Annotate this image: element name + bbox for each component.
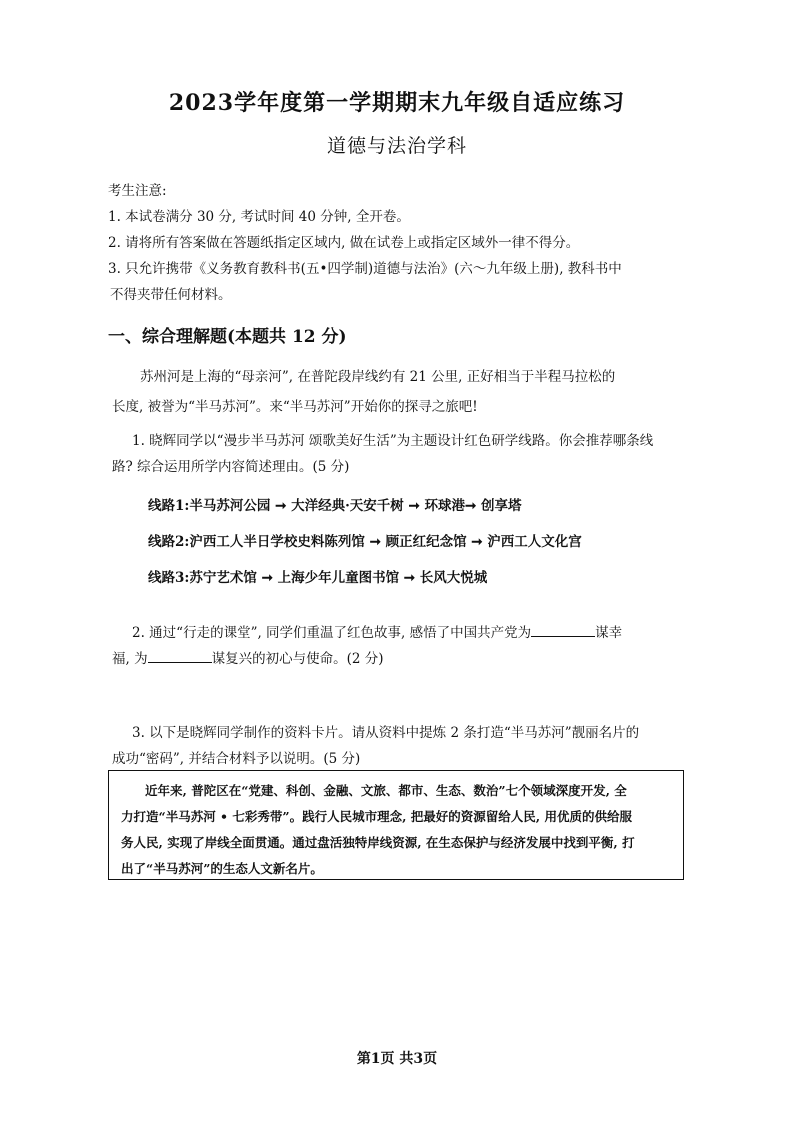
question-text-part: 谋复兴的初心与使命。(2 分)	[211, 651, 384, 667]
intro-line: 长度, 被誉为“半马苏河”。来“半马苏河”开始你的探寻之旅吧!	[112, 399, 478, 415]
notice-heading: 考生注意:	[108, 183, 167, 199]
question-3	[112, 720, 702, 772]
card-line: 务人民, 实现了岸线全面贯通。通过盘活独特岸线资源, 在生态保护与经济发展中找到平衡, 打	[121, 835, 635, 850]
material-card	[108, 770, 684, 880]
card-line: 近年来, 普陀区在“党建、科创、金融、文旅、都市、生态、数治”七个领域深度开发, 全	[145, 783, 627, 798]
question-text-part: 2. 通过“行走的课堂”, 同学们重温了红色故事, 感悟了中国共产党为	[132, 625, 532, 641]
exam-title: 2023学年度第一学期期末九年级自适应练习	[168, 90, 626, 116]
question-text	[112, 646, 702, 672]
answer-blank	[531, 622, 595, 637]
card-line: 出了“半马苏河”的生态人文新名片。	[121, 861, 323, 876]
notice-item: 3. 只允许携带《义务教育教科书(五•四学制)道德与法治》(六～九年级上册), 教科书中	[108, 261, 622, 277]
section-title: 一、综合理解题(本题共 12 分)	[108, 327, 347, 347]
page-number: 第1页 共3页	[356, 1051, 438, 1067]
route-1: 线路1:半马苏河公园 ➞ 大洋经典·天安千树 ➞ 环球港➞ 创享塔	[148, 498, 522, 514]
subject-title: 道德与法治学科	[326, 135, 467, 157]
question-text: 1. 晓辉同学以“漫步半马苏河 颂歌美好生活”为主题设计红色研学线路。你会推荐哪条线	[132, 433, 654, 449]
question-text-part: 谋幸	[595, 625, 623, 641]
question-text	[112, 620, 702, 646]
intro-line: 苏州河是上海的“母亲河”, 在普陀段岸线约有 21 公里, 正好相当于半程马拉松的	[140, 369, 616, 385]
question-text: 路? 综合运用所学内容简述理由。(5 分)	[112, 459, 350, 475]
answer-blank	[148, 648, 212, 663]
route-3: 线路3:苏宁艺术馆 ➞ 上海少年儿童图书馆 ➞ 长风大悦城	[148, 570, 488, 586]
notice-item: 1. 本试卷满分 30 分, 考试时间 40 分钟, 全开卷。	[108, 209, 410, 225]
question-2	[112, 620, 702, 672]
question-text-part: 福, 为	[112, 651, 148, 667]
candidate-notice	[108, 178, 708, 308]
notice-item-continued: 不得夹带任何材料。	[110, 287, 232, 303]
section-intro	[112, 362, 692, 422]
notice-item: 2. 请将所有答案做在答题纸指定区域内, 做在试卷上或指定区域外一律不得分。	[108, 235, 580, 251]
route-list	[148, 494, 582, 602]
question-text: 3. 以下是晓辉同学制作的资料卡片。请从资料中提炼 2 条打造“半马苏河”靓丽名片的	[132, 725, 640, 741]
question-text: 成功“密码”, 并结合材料予以说明。(5 分)	[112, 751, 361, 767]
route-2: 线路2:沪西工人半日学校史料陈列馆 ➞ 顾正红纪念馆 ➞ 沪西工人文化宫	[148, 534, 582, 550]
card-line: 力打造“半马苏河 • 七彩秀带”。践行人民城市理念, 把最好的资源留给人民, 用优质的供给服	[121, 809, 632, 824]
question-1	[112, 428, 702, 480]
